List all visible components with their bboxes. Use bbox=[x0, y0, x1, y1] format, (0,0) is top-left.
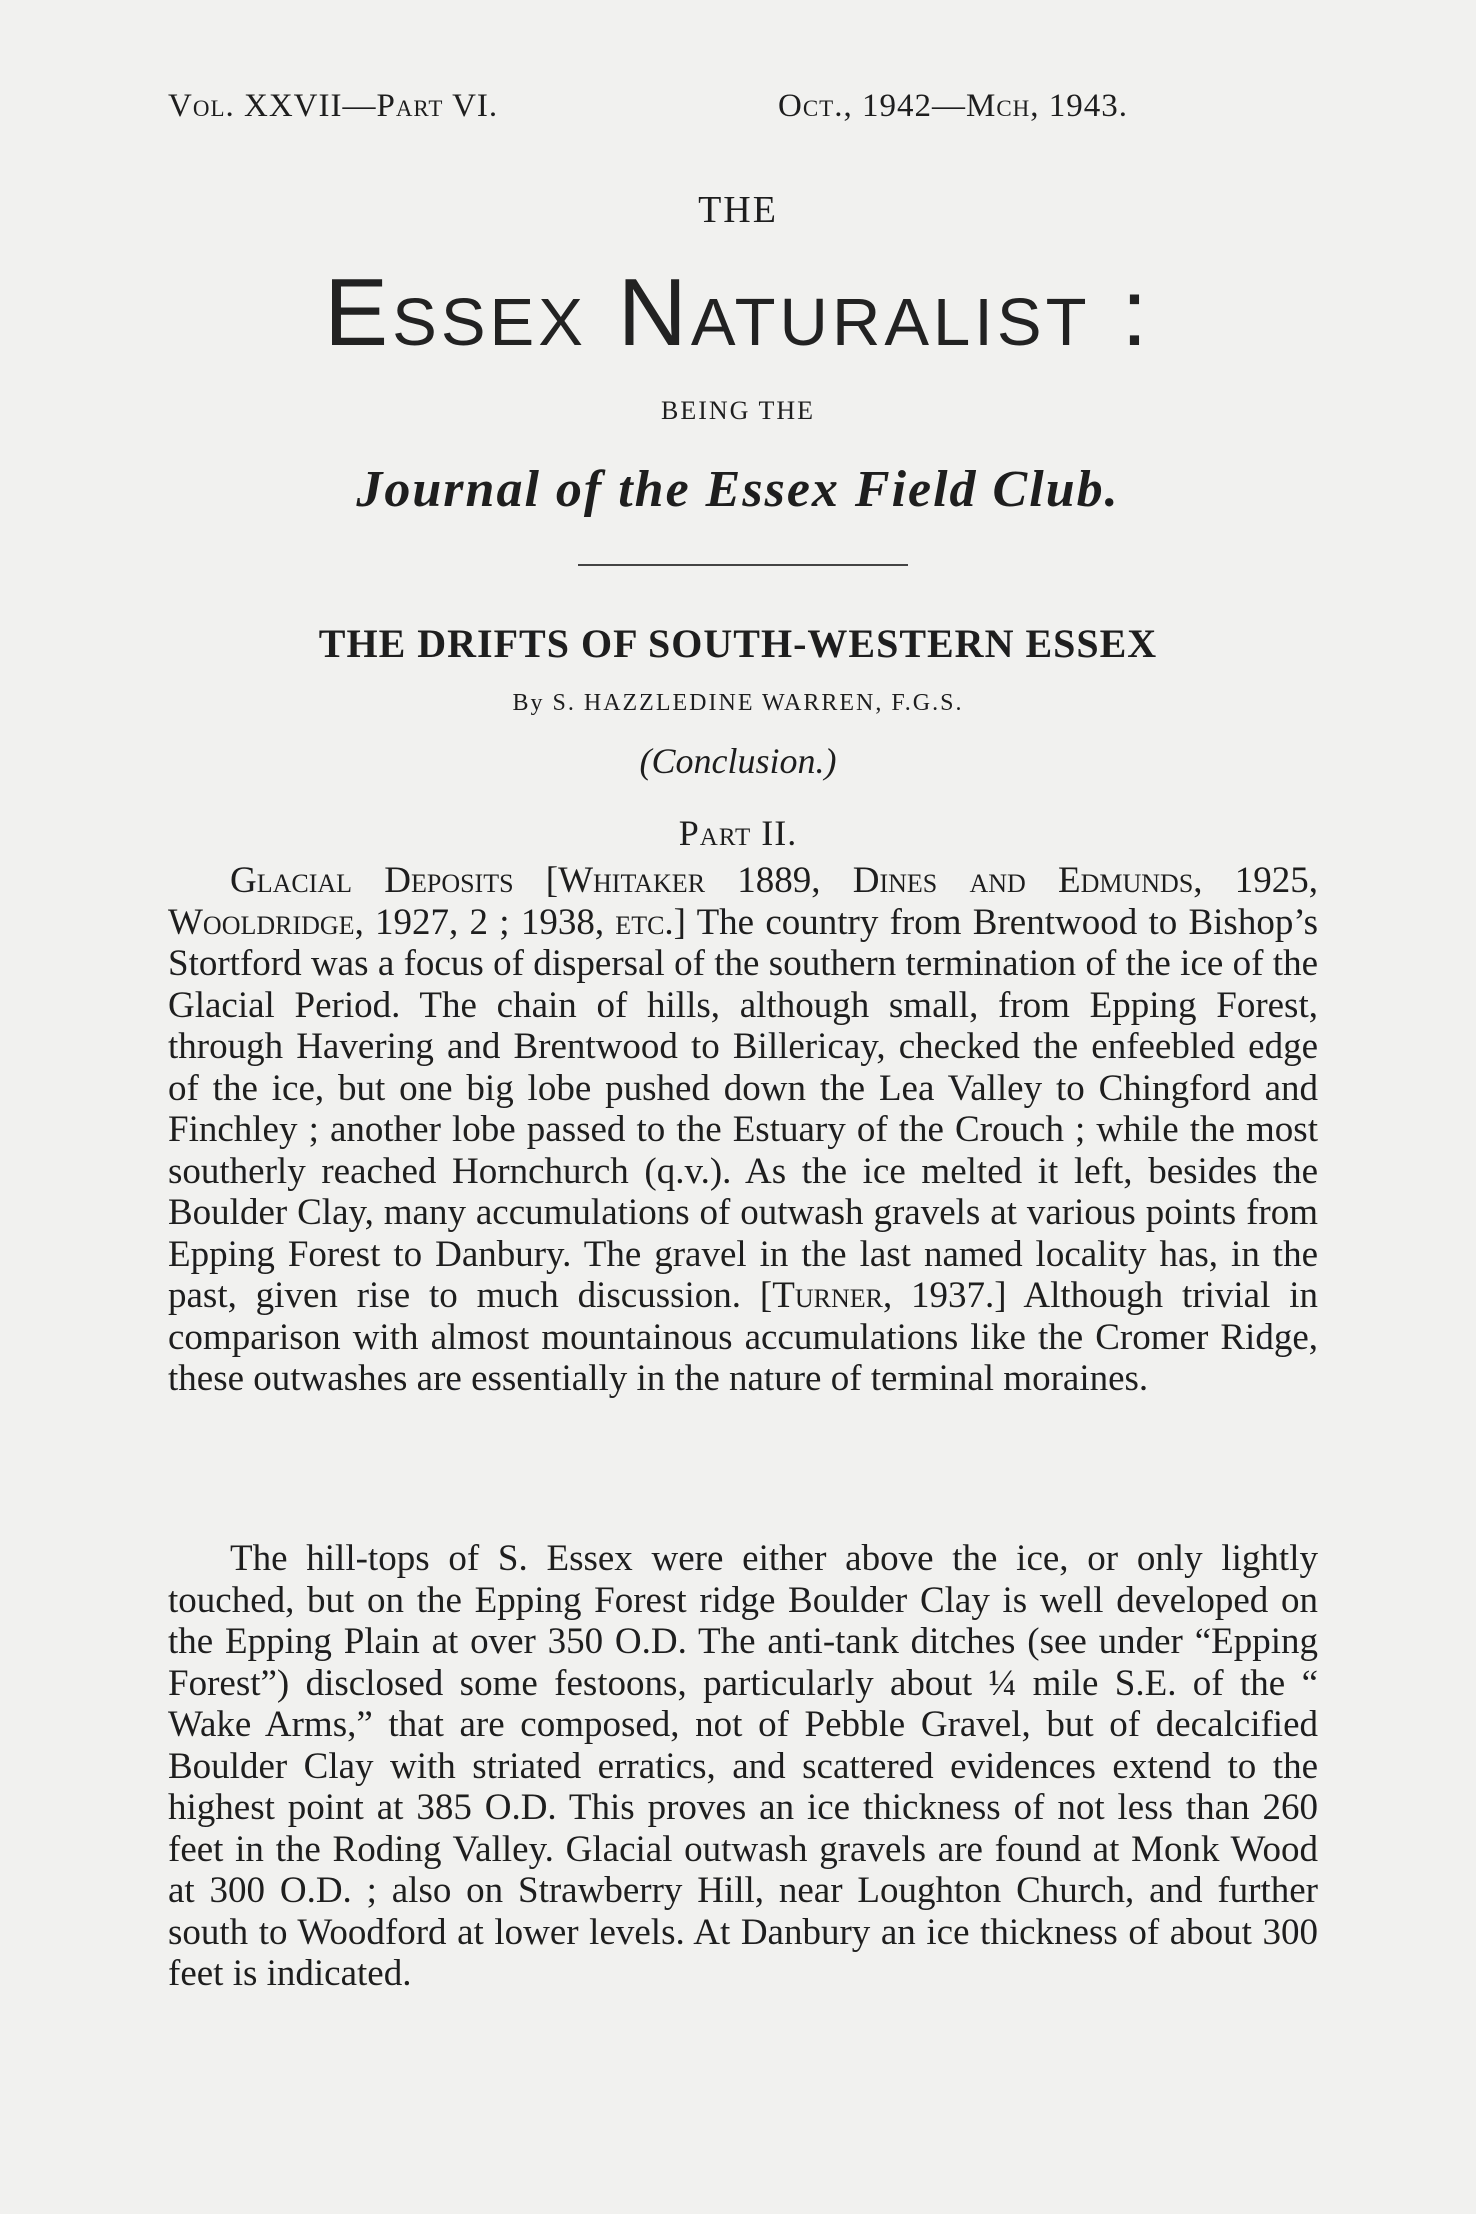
masthead-the: THE bbox=[698, 189, 778, 231]
article-title: THE DRIFTS OF SOUTH-WESTERN ESSEX bbox=[318, 621, 1158, 666]
masthead-title: Essex Naturalist : bbox=[324, 259, 1152, 366]
paragraph-hill-tops bbox=[168, 1538, 1318, 1995]
paragraph-text: The hill-tops of S. Essex were either above the ice, or only lightly touched, but on the Epping Forest ridge Boulder Clay is well developed on the Epping Plain at over 350 O.D. The anti-tank ditches (see under “Epping Forest”) disclosed some festoons, particularly about ¼ mile S.E. of the “ Wake Arms,” that are composed, not of Pebble Gravel, but of decalcified Boulder Clay with striated erratics, and scattered evidences extend to the highest point at 385 O.D. This proves an ice thickness of not less than 260 feet in the Roding Valley. Glacial outwash gravels are found at Monk Wood at 300 O.D. ; also on Strawberry Hill, near Loughton Church, and further south to Woodford at lower levels. At Danbury an ice thickness of about 300 feet is indicated. bbox=[168, 1538, 1318, 1994]
masthead-being-the: BEING THE bbox=[660, 396, 815, 425]
journal-subtitle: Journal of the Essex Field Club. bbox=[356, 461, 1120, 518]
paragraph-text: The country from Brentwood to Bishop’s Stortford was a focus of dispersal of the southern termination of the ice of the Glacial Period. The chain of hills, although small, from Epping Forest, through Havering and Brentwood to Billericay, checked the enfeebled edge of the ice, but one big lobe pushed down the Lea Valley to Chingford and Finchley ; another lobe passed to the Estuary of the Crouch ; while the most southerly reached Hornchurch (q.v.). As the ice melted it left, besides the Boulder Clay, many accumulations of outwash gravels at various points from Epping Forest to Danbury. The gravel in the last named locality has, in the past, given rise to much discussion. [ bbox=[168, 901, 1318, 1316]
volume-label: Vol. XXVII—Part VI. bbox=[168, 88, 499, 124]
conclusion-note: (Conclusion.) bbox=[639, 741, 837, 781]
section-lead: Glacial Deposits [Whitaker 1889, Dines and Edmunds, 1925, Wooldridge, 1927, 2 ; 1938, etc.] bbox=[168, 860, 1318, 943]
issue-date: Oct., 1942—Mch, 1943. bbox=[778, 88, 1129, 124]
part-heading: Part II. bbox=[678, 813, 798, 853]
divider-rule bbox=[578, 564, 908, 566]
article-byline: By S. HAZZLEDINE WARREN, F.G.S. bbox=[512, 690, 964, 716]
paragraph-text: , 1937.] Although trivial in comparison with almost mountainous accumulations like the Cromer Ridge, these outwashes are essentially in the nature of terminal moraines. bbox=[168, 1275, 1318, 1399]
citation-turner: Turner bbox=[772, 1275, 883, 1316]
paragraph-glacial-deposits bbox=[168, 860, 1318, 1400]
